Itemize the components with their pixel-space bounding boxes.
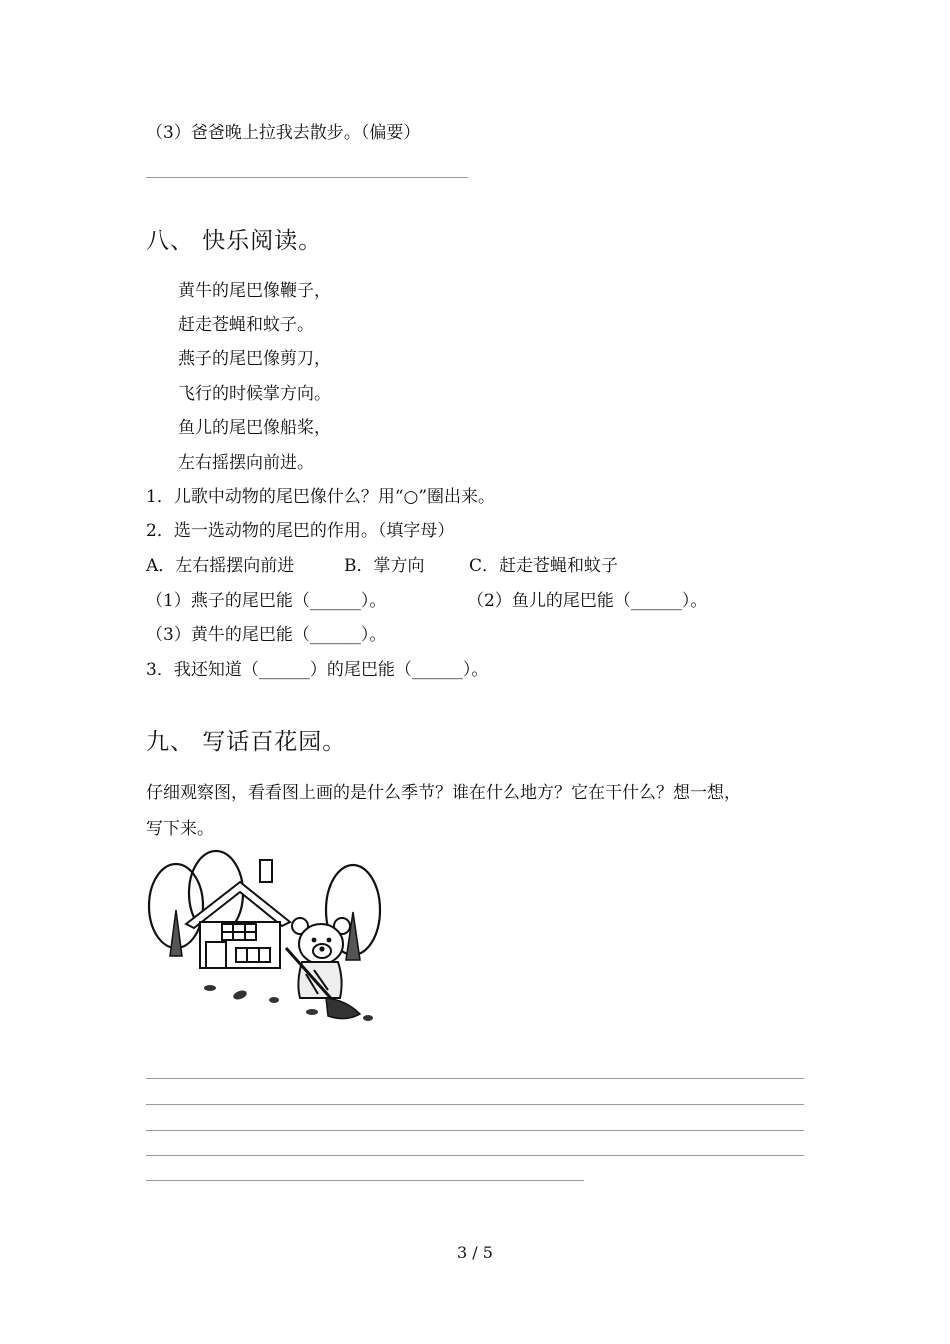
sub-question-2: （2）鱼儿的尾巴能（______）。 bbox=[467, 591, 708, 611]
page-number: 3 / 5 bbox=[457, 1243, 493, 1262]
sub-question-3: （3）黄牛的尾巴能（______）。 bbox=[146, 625, 387, 645]
autumn-bear-sweeping-illustration bbox=[146, 848, 382, 1026]
poem-line: 赶走苍蝇和蚊子。 bbox=[178, 315, 314, 335]
writing-prompt-line-1: 仔细观察图，看看图上画的是什么季节？谁在什么地方？它在干什么？想一想， bbox=[146, 783, 741, 803]
question-1: 1．儿歌中动物的尾巴像什么？用“○”圈出来。 bbox=[146, 487, 496, 507]
sub-question-1: （1）燕子的尾巴能（______）。 bbox=[146, 591, 387, 611]
question-2: 2．选一选动物的尾巴的作用。（填字母） bbox=[146, 521, 455, 541]
poem-line: 飞行的时候掌方向。 bbox=[178, 384, 331, 404]
option-b: B．掌方向 bbox=[344, 556, 425, 576]
writing-line bbox=[146, 1078, 804, 1079]
answer-line bbox=[146, 177, 468, 178]
question-3: 3．我还知道（______）的尾巴能（______）。 bbox=[146, 660, 489, 680]
writing-line bbox=[146, 1180, 584, 1181]
section-8-title: 八、 快乐阅读。 bbox=[146, 228, 323, 254]
option-a: A．左右摇摆向前进 bbox=[146, 556, 295, 576]
poem-line: 左右摇摆向前进。 bbox=[178, 453, 314, 473]
q7-item-3: （3）爸爸晚上拉我去散步。（偏要） bbox=[146, 123, 421, 143]
poem-line: 燕子的尾巴像剪刀， bbox=[178, 349, 331, 369]
writing-line bbox=[146, 1104, 804, 1105]
option-c: C．赶走苍蝇和蚊子 bbox=[469, 556, 619, 576]
poem-line: 鱼儿的尾巴像船桨， bbox=[178, 418, 331, 438]
poem-line: 黄牛的尾巴像鞭子， bbox=[178, 281, 331, 301]
writing-line bbox=[146, 1155, 804, 1156]
section-9-title: 九、 写话百花园。 bbox=[146, 729, 347, 755]
writing-line bbox=[146, 1130, 804, 1131]
writing-prompt-line-2: 写下来。 bbox=[146, 819, 214, 839]
